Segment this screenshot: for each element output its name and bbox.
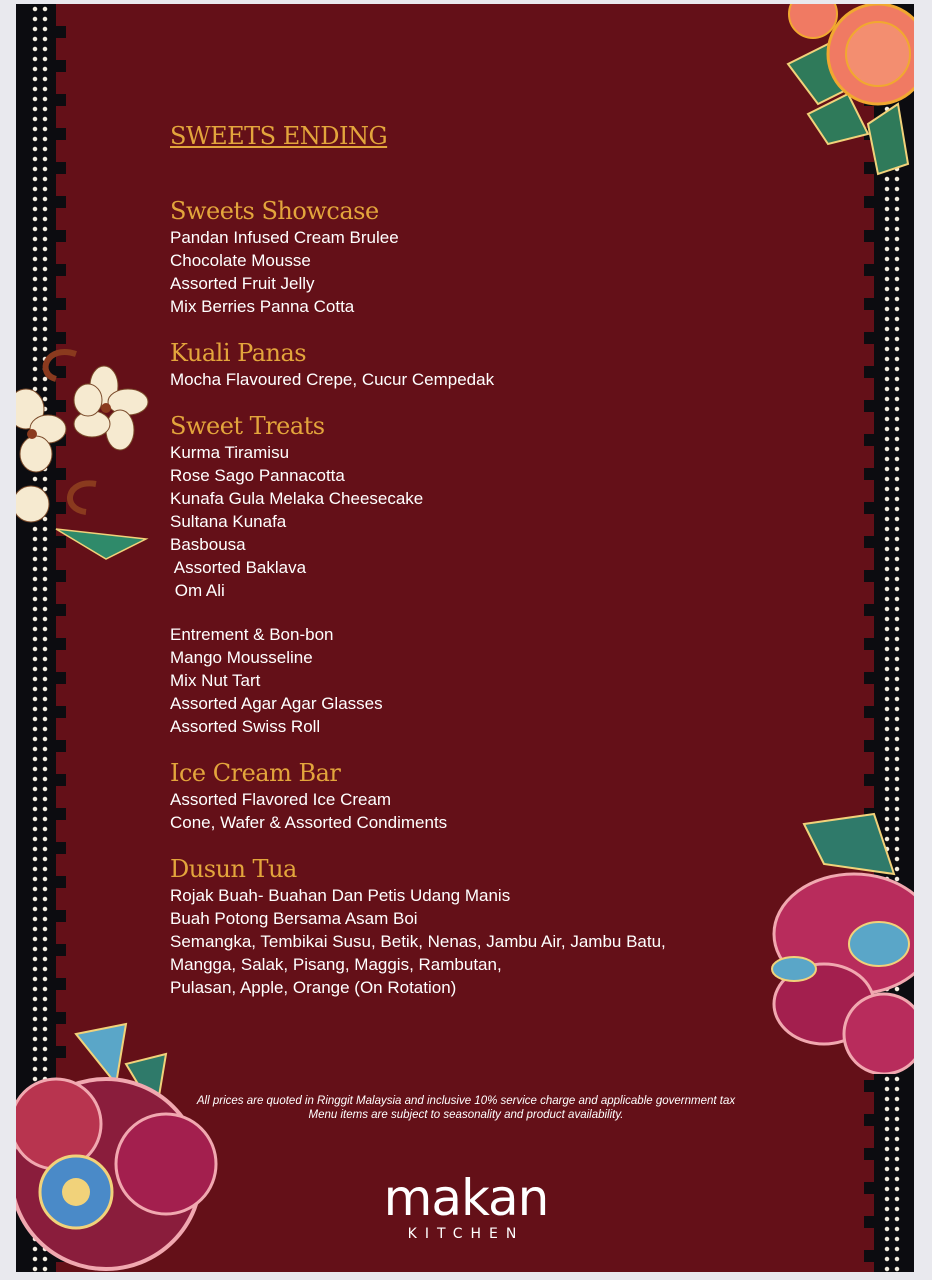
menu-item: Assorted Swiss Roll	[170, 717, 321, 736]
logo-wordmark: makan	[383, 1169, 549, 1227]
section-ice-cream-bar	[170, 758, 790, 834]
batik-border-right	[868, 4, 914, 1272]
section-title: Kuali Panas	[170, 339, 307, 367]
logo-subtitle: KITCHEN	[407, 1226, 525, 1242]
menu-item: Mocha Flavoured Crepe, Cucur Cempedak	[170, 370, 495, 389]
menu-item: Mangga, Salak, Pisang, Maggis, Rambutan,	[170, 955, 502, 974]
menu-item: Mango Mousseline	[170, 648, 313, 667]
maroon-flower-decoration	[16, 1014, 236, 1272]
menu-item: Assorted Fruit Jelly	[170, 274, 315, 293]
section-title: Dusun Tua	[170, 855, 297, 883]
menu-item: Assorted Baklava	[170, 558, 307, 577]
spacer	[170, 602, 790, 623]
section-sweet-treats	[170, 411, 790, 738]
menu-item: Mix Berries Panna Cotta	[170, 297, 355, 316]
footnote-line: Menu items are subject to seasonality and product availability.	[308, 1109, 624, 1121]
menu-item: Buah Potong Bersama Asam Boi	[170, 909, 418, 928]
footnote-line: All prices are quoted in Ringgit Malaysia and inclusive 10% service charge and applicable government tax	[196, 1095, 736, 1107]
white-flower-decoration	[16, 334, 156, 574]
page-title: SWEETS ENDING	[170, 122, 388, 150]
menu-item: Cone, Wafer & Assorted Condiments	[170, 813, 448, 832]
menu-item: Kunafa Gula Melaka Cheesecake	[170, 489, 424, 508]
menu-page	[16, 4, 914, 1272]
price-footnote	[166, 1094, 766, 1122]
border-scallop-right	[864, 4, 874, 1272]
menu-item: Assorted Agar Agar Glasses	[170, 694, 383, 713]
section-title: Ice Cream Bar	[170, 759, 341, 787]
menu-content	[170, 122, 790, 1019]
menu-item: Mix Nut Tart	[170, 671, 261, 690]
menu-item: Entrement & Bon-bon	[170, 625, 334, 644]
menu-item: Rojak Buah- Buahan Dan Petis Udang Manis	[170, 886, 511, 905]
section-title: Sweet Treats	[170, 412, 325, 440]
menu-item: Assorted Flavored Ice Cream	[170, 790, 392, 809]
section-kuali-panas	[170, 338, 790, 391]
section-dusun-tua	[170, 854, 790, 999]
menu-item: Pandan Infused Cream Brulee	[170, 228, 399, 247]
section-title: Sweets Showcase	[170, 197, 379, 225]
menu-item: Om Ali	[170, 581, 225, 600]
menu-item: Basbousa	[170, 535, 246, 554]
menu-item: Sultana Kunafa	[170, 512, 287, 531]
menu-item: Rose Sago Pannacotta	[170, 466, 345, 485]
menu-item: Chocolate Mousse	[170, 251, 311, 270]
section-sweets-showcase	[170, 196, 790, 318]
makan-kitchen-logo	[366, 1169, 566, 1242]
menu-item: Kurma Tiramisu	[170, 443, 290, 462]
menu-item: Semangka, Tembikai Susu, Betik, Nenas, Jambu Air, Jambu Batu,	[170, 932, 666, 951]
menu-item: Pulasan, Apple, Orange (On Rotation)	[170, 978, 457, 997]
